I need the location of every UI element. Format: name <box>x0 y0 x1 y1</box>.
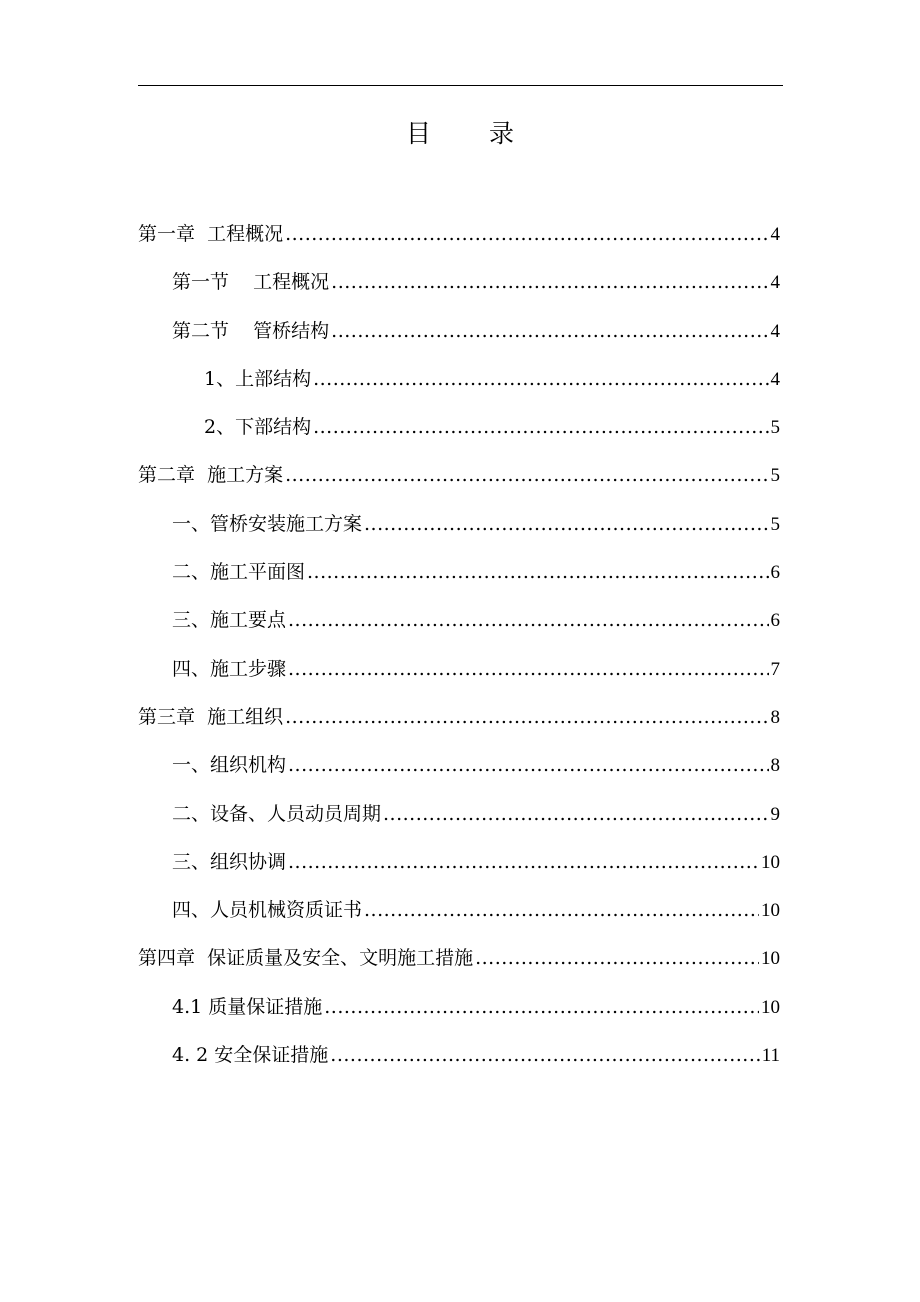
toc-entry-page-number: 8 <box>770 706 780 728</box>
toc-title-char-1: 目 <box>405 119 431 148</box>
toc-entry[interactable] <box>138 649 780 697</box>
toc-dot-leader <box>288 745 768 785</box>
toc-entry-label: 第二节 管桥结构 <box>172 319 330 342</box>
toc-entry[interactable] <box>138 504 780 552</box>
toc-entry-label: 一、管桥安装施工方案 <box>172 512 363 535</box>
toc-dot-leader <box>383 794 768 834</box>
toc-entry-label: 三、施工要点 <box>172 609 287 632</box>
toc-entry-page-number: 4 <box>770 320 780 342</box>
toc-entry-label: 4.1 质量保证措施 <box>172 995 323 1018</box>
toc-entry[interactable] <box>138 938 780 986</box>
toc-entry-page-number: 4 <box>770 272 780 294</box>
toc-entry-page-number: 5 <box>770 417 780 439</box>
toc-entry[interactable] <box>138 262 780 310</box>
toc-dot-leader <box>475 938 759 978</box>
toc-entry-page-number: 7 <box>770 658 780 680</box>
toc-entry-label: 四、人员机械资质证书 <box>172 899 363 922</box>
toc-entry[interactable] <box>138 600 780 648</box>
toc-entry-page-number: 4 <box>770 224 780 245</box>
toc-dot-leader <box>364 504 768 544</box>
toc-entry-page-number: 8 <box>770 755 780 777</box>
toc-entry-label: 四、施工步骤 <box>172 657 287 680</box>
toc-entry-label: 第二章 施工方案 <box>138 464 284 487</box>
toc-entry-label: 第四章 保证质量及安全、文明施工措施 <box>138 947 474 970</box>
toc-entry-label: 二、设备、人员动员周期 <box>172 802 382 825</box>
toc-entry[interactable] <box>138 842 780 890</box>
toc-dot-leader <box>285 455 768 495</box>
toc-entry-page-number: 10 <box>761 996 780 1018</box>
toc-entry[interactable] <box>138 987 780 1035</box>
toc-entry[interactable] <box>138 455 780 503</box>
toc-dot-leader <box>285 214 768 254</box>
toc-entry[interactable] <box>138 1035 780 1083</box>
toc-entry[interactable] <box>138 890 780 938</box>
toc-title <box>0 114 920 154</box>
toc-entry-label: 4. 2 安全保证措施 <box>172 1044 329 1067</box>
toc-dot-leader <box>364 890 759 930</box>
toc-dot-leader <box>331 262 768 302</box>
toc-dot-leader <box>288 649 768 689</box>
toc-entry-page-number: 5 <box>770 513 780 535</box>
toc-entry-page-number: 10 <box>761 900 780 922</box>
toc-entry-label: 第一章 工程概况 <box>138 223 284 245</box>
toc-dot-leader <box>313 359 768 399</box>
toc-entry-page-number: 4 <box>770 368 780 390</box>
toc-entry-label: 第三章 施工组织 <box>138 705 284 728</box>
toc-dot-leader <box>288 842 759 882</box>
toc-entry-label: 二、施工平面图 <box>172 561 306 584</box>
toc-entry-label: 第一节 工程概况 <box>172 271 330 294</box>
toc-entry[interactable] <box>138 794 780 842</box>
toc-entry-page-number: 11 <box>761 1045 780 1067</box>
toc-entry-label: 2、下部结构 <box>204 416 312 439</box>
toc-dot-leader <box>313 407 768 447</box>
toc-entry[interactable] <box>138 697 780 745</box>
toc-entry-page-number: 10 <box>761 948 780 970</box>
toc-list <box>138 214 780 1083</box>
toc-dot-leader <box>307 552 768 592</box>
toc-dot-leader <box>324 987 759 1027</box>
toc-entry[interactable] <box>138 407 780 455</box>
toc-entry-label: 1、上部结构 <box>204 367 312 390</box>
toc-dot-leader <box>331 311 768 351</box>
toc-entry-label: 一、组织机构 <box>172 754 287 777</box>
toc-entry[interactable] <box>138 745 780 793</box>
toc-entry-page-number: 10 <box>761 851 780 873</box>
toc-entry-page-number: 6 <box>770 610 780 632</box>
header-rule <box>138 85 783 86</box>
toc-dot-leader <box>288 600 768 640</box>
toc-entry-label: 三、组织协调 <box>172 850 287 873</box>
toc-title-char-2: 录 <box>489 119 515 148</box>
toc-entry[interactable] <box>138 311 780 359</box>
toc-entry-page-number: 6 <box>770 562 780 584</box>
toc-entry[interactable] <box>138 214 780 262</box>
toc-entry[interactable] <box>138 359 780 407</box>
toc-dot-leader <box>330 1035 759 1075</box>
toc-entry-page-number: 5 <box>770 465 780 487</box>
toc-entry-page-number: 9 <box>770 803 780 825</box>
toc-entry[interactable] <box>138 552 780 600</box>
toc-dot-leader <box>285 697 768 737</box>
